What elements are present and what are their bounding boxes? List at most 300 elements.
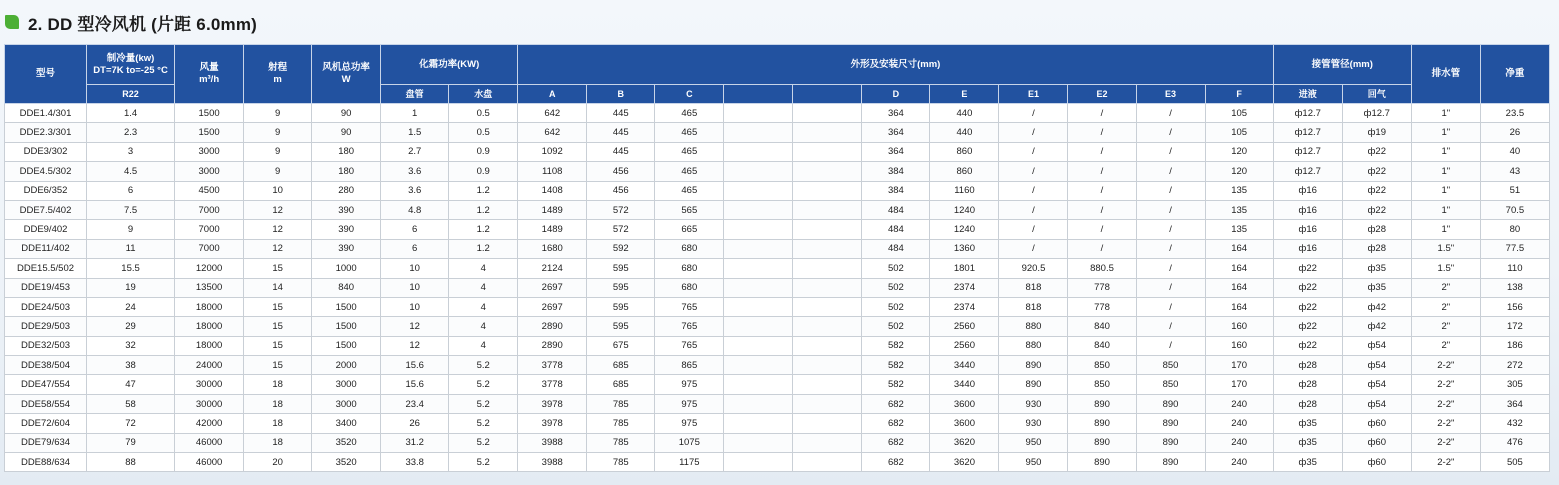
table-cell: 105 — [1205, 123, 1273, 142]
table-cell: ф28 — [1342, 239, 1411, 258]
table-cell: ф28 — [1342, 220, 1411, 239]
table-cell: 1" — [1411, 220, 1480, 239]
table-cell — [724, 394, 793, 413]
table-cell: 930 — [999, 414, 1068, 433]
section-title-text: 2. DD 型冷风机 (片距 6.0mm) — [28, 14, 258, 34]
table-cell: 240 — [1205, 433, 1273, 452]
table-cell: 682 — [862, 394, 930, 413]
table-cell: 105 — [1205, 104, 1273, 123]
model-cell: DDE38/504 — [5, 356, 87, 375]
table-cell: 305 — [1480, 375, 1549, 394]
table-cell: 2.3 — [87, 123, 175, 142]
table-cell: 3000 — [312, 375, 381, 394]
table-cell: 15 — [244, 317, 312, 336]
section-title — [5, 10, 257, 34]
table-cell: 5.2 — [449, 414, 518, 433]
table-cell: 665 — [655, 220, 724, 239]
table-cell: 456 — [587, 181, 655, 200]
table-cell: 3.6 — [381, 181, 449, 200]
table-cell — [724, 375, 793, 394]
table-cell: ф54 — [1342, 356, 1411, 375]
table-cell: 12 — [381, 336, 449, 355]
table-cell: 0.5 — [449, 104, 518, 123]
col-header-pipe: 接管管径(mm) — [1273, 45, 1411, 85]
table-cell: 880 — [999, 336, 1068, 355]
table-cell — [793, 375, 862, 394]
table-cell: 18000 — [175, 336, 244, 355]
table-cell: 502 — [862, 278, 930, 297]
table-row — [5, 297, 1550, 316]
col-header-dim-a: A — [518, 85, 587, 104]
table-cell: ф19 — [1342, 123, 1411, 142]
table-cell: ф22 — [1342, 162, 1411, 181]
table-cell: / — [999, 104, 1068, 123]
table-cell — [793, 104, 862, 123]
table-cell — [793, 200, 862, 219]
table-cell: 1160 — [930, 181, 999, 200]
table-cell: 840 — [1068, 317, 1136, 336]
table-cell: 765 — [655, 336, 724, 355]
table-row — [5, 142, 1550, 161]
table-cell: 465 — [655, 181, 724, 200]
table-cell — [724, 181, 793, 200]
table-cell — [724, 433, 793, 452]
table-cell — [724, 123, 793, 142]
table-cell — [724, 200, 793, 219]
table-cell: 456 — [587, 162, 655, 181]
table-cell: 32 — [87, 336, 175, 355]
table-row — [5, 336, 1550, 355]
table-cell — [793, 317, 862, 336]
table-cell: ф16 — [1273, 181, 1342, 200]
table-cell: 3440 — [930, 356, 999, 375]
table-cell: 6 — [87, 181, 175, 200]
table-cell: 88 — [87, 453, 175, 472]
table-cell: 1000 — [312, 259, 381, 278]
table-cell: 1489 — [518, 200, 587, 219]
table-cell: ф54 — [1342, 336, 1411, 355]
table-cell: 38 — [87, 356, 175, 375]
table-cell: / — [1068, 142, 1136, 161]
table-cell: 40 — [1480, 142, 1549, 161]
table-cell: 642 — [518, 104, 587, 123]
col-header-blank-1 — [724, 85, 793, 104]
table-cell: 3600 — [930, 414, 999, 433]
table-cell: 3 — [87, 142, 175, 161]
table-cell — [724, 239, 793, 258]
table-cell: ф28 — [1273, 375, 1342, 394]
table-cell: 445 — [587, 123, 655, 142]
table-cell: 860 — [930, 162, 999, 181]
table-cell: 785 — [587, 433, 655, 452]
table-cell: 138 — [1480, 278, 1549, 297]
table-cell: / — [1136, 278, 1205, 297]
table-cell: 572 — [587, 220, 655, 239]
table-cell: 682 — [862, 453, 930, 472]
table-cell: 465 — [655, 162, 724, 181]
table-cell: 4 — [449, 297, 518, 316]
table-cell: 390 — [312, 239, 381, 258]
table-cell: 9 — [244, 123, 312, 142]
table-cell: ф22 — [1273, 297, 1342, 316]
table-cell: 1680 — [518, 239, 587, 258]
table-cell: 9 — [244, 142, 312, 161]
table-cell — [724, 162, 793, 181]
table-cell: 1801 — [930, 259, 999, 278]
table-cell: 135 — [1205, 181, 1273, 200]
table-row — [5, 433, 1550, 452]
table-row — [5, 394, 1550, 413]
table-cell: 11 — [87, 239, 175, 258]
table-cell: ф35 — [1273, 453, 1342, 472]
table-cell: 3988 — [518, 433, 587, 452]
table-row — [5, 317, 1550, 336]
table-cell: 1.5" — [1411, 259, 1480, 278]
table-cell — [793, 394, 862, 413]
table-body — [5, 104, 1550, 472]
table-cell: 2-2" — [1411, 356, 1480, 375]
table-cell: 680 — [655, 239, 724, 258]
table-cell: 15.6 — [381, 375, 449, 394]
table-cell: 890 — [999, 375, 1068, 394]
table-cell: 15 — [244, 297, 312, 316]
table-cell: 1108 — [518, 162, 587, 181]
table-cell: 7.5 — [87, 200, 175, 219]
table-cell: 860 — [930, 142, 999, 161]
table-cell: / — [1136, 200, 1205, 219]
table-cell: 505 — [1480, 453, 1549, 472]
table-cell — [724, 278, 793, 297]
table-cell: 15 — [244, 259, 312, 278]
table-cell: 484 — [862, 200, 930, 219]
table-cell: 1500 — [312, 317, 381, 336]
model-cell: DDE24/503 — [5, 297, 87, 316]
table-cell: 164 — [1205, 297, 1273, 316]
table-cell — [724, 414, 793, 433]
table-cell: / — [1136, 162, 1205, 181]
table-cell: 79 — [87, 433, 175, 452]
table-cell: 3000 — [175, 142, 244, 161]
table-cell: 930 — [999, 394, 1068, 413]
table-cell: 465 — [655, 123, 724, 142]
table-cell: 170 — [1205, 356, 1273, 375]
table-cell: 2890 — [518, 317, 587, 336]
table-cell: 778 — [1068, 297, 1136, 316]
table-cell: 43 — [1480, 162, 1549, 181]
table-cell: 890 — [1136, 453, 1205, 472]
col-header-inlet: 进液 — [1273, 85, 1342, 104]
table-cell: 2697 — [518, 297, 587, 316]
table-cell: 3600 — [930, 394, 999, 413]
table-cell: 12 — [244, 200, 312, 219]
table-cell: 1075 — [655, 433, 724, 452]
table-cell: 5.2 — [449, 453, 518, 472]
table-cell: 2374 — [930, 278, 999, 297]
col-header-model: 型号 — [5, 45, 87, 104]
table-cell: 2-2" — [1411, 414, 1480, 433]
table-cell: 4 — [449, 317, 518, 336]
table-row — [5, 453, 1550, 472]
table-cell: 15.5 — [87, 259, 175, 278]
table-cell: 1.2 — [449, 220, 518, 239]
model-cell: DDE3/302 — [5, 142, 87, 161]
table-cell: ф12.7 — [1273, 123, 1342, 142]
table-cell — [793, 181, 862, 200]
table-cell: 172 — [1480, 317, 1549, 336]
table-cell: 180 — [312, 162, 381, 181]
table-row — [5, 162, 1550, 181]
table-cell: 3520 — [312, 433, 381, 452]
table-cell: 7000 — [175, 220, 244, 239]
table-cell: ф35 — [1273, 433, 1342, 452]
table-cell: 4 — [449, 259, 518, 278]
col-header-blank-2 — [793, 85, 862, 104]
table-cell: 15 — [244, 336, 312, 355]
table-cell: ф22 — [1342, 200, 1411, 219]
model-cell: DDE1.4/301 — [5, 104, 87, 123]
table-cell: 1" — [1411, 123, 1480, 142]
table-cell: 51 — [1480, 181, 1549, 200]
table-cell: 850 — [1136, 356, 1205, 375]
table-cell: 920.5 — [999, 259, 1068, 278]
col-header-airflow — [175, 45, 244, 104]
table-cell: 2890 — [518, 336, 587, 355]
table-cell: 18000 — [175, 297, 244, 316]
table-cell: 4500 — [175, 181, 244, 200]
table-cell: ф22 — [1273, 336, 1342, 355]
table-cell — [793, 278, 862, 297]
table-cell: ф54 — [1342, 375, 1411, 394]
table-cell: ф12.7 — [1342, 104, 1411, 123]
table-cell: 840 — [1068, 336, 1136, 355]
table-cell: 3978 — [518, 394, 587, 413]
table-cell: 1 — [381, 104, 449, 123]
table-cell: / — [999, 220, 1068, 239]
col-header-refrigerant: R22 — [87, 85, 175, 104]
table-cell: 1.4 — [87, 104, 175, 123]
table-cell: 595 — [587, 317, 655, 336]
table-cell: 9 — [244, 104, 312, 123]
spec-table — [4, 44, 1550, 472]
table-cell: 950 — [999, 453, 1068, 472]
model-cell: DDE7.5/402 — [5, 200, 87, 219]
table-cell: 765 — [655, 297, 724, 316]
table-cell: 2374 — [930, 297, 999, 316]
col-header-defrost: 化霜功率(KW) — [381, 45, 518, 85]
table-cell: 10 — [244, 181, 312, 200]
table-cell: 880.5 — [1068, 259, 1136, 278]
table-cell: 364 — [862, 123, 930, 142]
table-cell: 975 — [655, 414, 724, 433]
table-cell: 595 — [587, 278, 655, 297]
table-cell: 4.5 — [87, 162, 175, 181]
table-cell: 10 — [381, 278, 449, 297]
table-cell: 2" — [1411, 317, 1480, 336]
table-cell: 135 — [1205, 220, 1273, 239]
table-row — [5, 200, 1550, 219]
table-cell: 18 — [244, 394, 312, 413]
table-cell: 1" — [1411, 181, 1480, 200]
table-cell: 15 — [244, 356, 312, 375]
table-cell: 18000 — [175, 317, 244, 336]
table-cell: 70.5 — [1480, 200, 1549, 219]
model-cell: DDE19/453 — [5, 278, 87, 297]
table-cell: ф60 — [1342, 414, 1411, 433]
table-cell: 1.2 — [449, 200, 518, 219]
table-cell: 72 — [87, 414, 175, 433]
table-cell: 642 — [518, 123, 587, 142]
model-cell: DDE6/352 — [5, 181, 87, 200]
table-cell: ф12.7 — [1273, 162, 1342, 181]
table-cell: 2697 — [518, 278, 587, 297]
table-cell: 4.8 — [381, 200, 449, 219]
table-row — [5, 220, 1550, 239]
table-cell: 445 — [587, 104, 655, 123]
table-cell — [724, 453, 793, 472]
table-cell: 90 — [312, 104, 381, 123]
table-cell — [793, 433, 862, 452]
table-cell — [724, 220, 793, 239]
table-cell: 7000 — [175, 239, 244, 258]
col-header-dim-e1: E1 — [999, 85, 1068, 104]
table-row — [5, 123, 1550, 142]
table-cell — [724, 297, 793, 316]
table-cell: 890 — [1068, 414, 1136, 433]
table-cell: 272 — [1480, 356, 1549, 375]
table-cell: ф22 — [1342, 181, 1411, 200]
table-cell: 476 — [1480, 433, 1549, 452]
table-cell: 58 — [87, 394, 175, 413]
capacity-condition: DT=7K to=-25 °C — [93, 64, 168, 76]
table-cell: 1" — [1411, 104, 1480, 123]
table-cell: 18 — [244, 414, 312, 433]
table-cell: 1" — [1411, 200, 1480, 219]
table-cell: 778 — [1068, 278, 1136, 297]
table-cell: 160 — [1205, 317, 1273, 336]
table-cell — [724, 104, 793, 123]
table-cell: 890 — [1136, 414, 1205, 433]
table-cell: 484 — [862, 239, 930, 258]
table-cell: 240 — [1205, 453, 1273, 472]
table-cell: 3978 — [518, 414, 587, 433]
table-cell: 502 — [862, 297, 930, 316]
table-cell: 6 — [381, 239, 449, 258]
table-cell — [793, 356, 862, 375]
table-cell: 18 — [244, 375, 312, 394]
table-cell: 465 — [655, 142, 724, 161]
table-cell: 502 — [862, 317, 930, 336]
table-cell: / — [1068, 220, 1136, 239]
table-cell: / — [1068, 104, 1136, 123]
col-header-tray: 水盘 — [449, 85, 518, 104]
table-row — [5, 239, 1550, 258]
table-cell: ф35 — [1342, 278, 1411, 297]
table-cell: 9 — [244, 162, 312, 181]
table-cell — [724, 336, 793, 355]
table-cell — [793, 414, 862, 433]
table-cell: ф22 — [1273, 317, 1342, 336]
table-cell — [724, 142, 793, 161]
table-cell: 595 — [587, 259, 655, 278]
table-cell: / — [1136, 239, 1205, 258]
table-cell: 77.5 — [1480, 239, 1549, 258]
throw-unit: m — [273, 74, 282, 85]
table-cell: 33.8 — [381, 453, 449, 472]
table-cell — [793, 239, 862, 258]
table-cell: 240 — [1205, 394, 1273, 413]
table-cell: 582 — [862, 356, 930, 375]
table-cell: 3778 — [518, 356, 587, 375]
table-cell: 1360 — [930, 239, 999, 258]
table-cell: 10 — [381, 297, 449, 316]
table-cell: / — [1068, 239, 1136, 258]
table-cell: 390 — [312, 220, 381, 239]
table-cell: 3000 — [175, 162, 244, 181]
table-cell: ф16 — [1273, 200, 1342, 219]
table-cell: ф60 — [1342, 453, 1411, 472]
table-cell: 1.5 — [381, 123, 449, 142]
table-cell: 2-2" — [1411, 375, 1480, 394]
table-cell: 1" — [1411, 142, 1480, 161]
table-cell: 390 — [312, 200, 381, 219]
model-cell: DDE15.5/502 — [5, 259, 87, 278]
table-cell: 24000 — [175, 356, 244, 375]
table-cell — [793, 336, 862, 355]
table-cell: 3400 — [312, 414, 381, 433]
table-cell: / — [1068, 123, 1136, 142]
airflow-label: 风量 — [199, 62, 219, 73]
table-cell — [793, 142, 862, 161]
table-cell: ф54 — [1342, 394, 1411, 413]
table-cell: 13500 — [175, 278, 244, 297]
table-cell: / — [1136, 123, 1205, 142]
table-cell: 818 — [999, 297, 1068, 316]
table-cell: 440 — [930, 123, 999, 142]
table-cell: 890 — [1068, 394, 1136, 413]
table-cell: 364 — [862, 142, 930, 161]
table-row — [5, 104, 1550, 123]
table-row — [5, 278, 1550, 297]
table-cell: 680 — [655, 259, 724, 278]
table-cell: 445 — [587, 142, 655, 161]
table-cell: 120 — [1205, 162, 1273, 181]
col-header-coil: 盘管 — [381, 85, 449, 104]
table-cell: 2560 — [930, 336, 999, 355]
table-cell: 160 — [1205, 336, 1273, 355]
capacity-label: 制冷量(kw) — [106, 52, 155, 64]
table-cell: 180 — [312, 142, 381, 161]
table-cell: 890 — [999, 356, 1068, 375]
table-cell: 14 — [244, 278, 312, 297]
table-cell: 1.2 — [449, 239, 518, 258]
table-cell — [793, 259, 862, 278]
table-cell: 5.2 — [449, 356, 518, 375]
table-cell: 890 — [1068, 453, 1136, 472]
table-cell: 31.2 — [381, 433, 449, 452]
table-cell — [724, 356, 793, 375]
table-cell: ф42 — [1342, 317, 1411, 336]
col-header-dim-c: C — [655, 85, 724, 104]
table-cell: 384 — [862, 181, 930, 200]
table-cell: 880 — [999, 317, 1068, 336]
table-cell: 30000 — [175, 394, 244, 413]
model-cell: DDE32/503 — [5, 336, 87, 355]
table-cell: ф22 — [1273, 278, 1342, 297]
table-cell: 42000 — [175, 414, 244, 433]
table-cell: 23.4 — [381, 394, 449, 413]
table-row — [5, 375, 1550, 394]
table-cell: ф35 — [1342, 259, 1411, 278]
